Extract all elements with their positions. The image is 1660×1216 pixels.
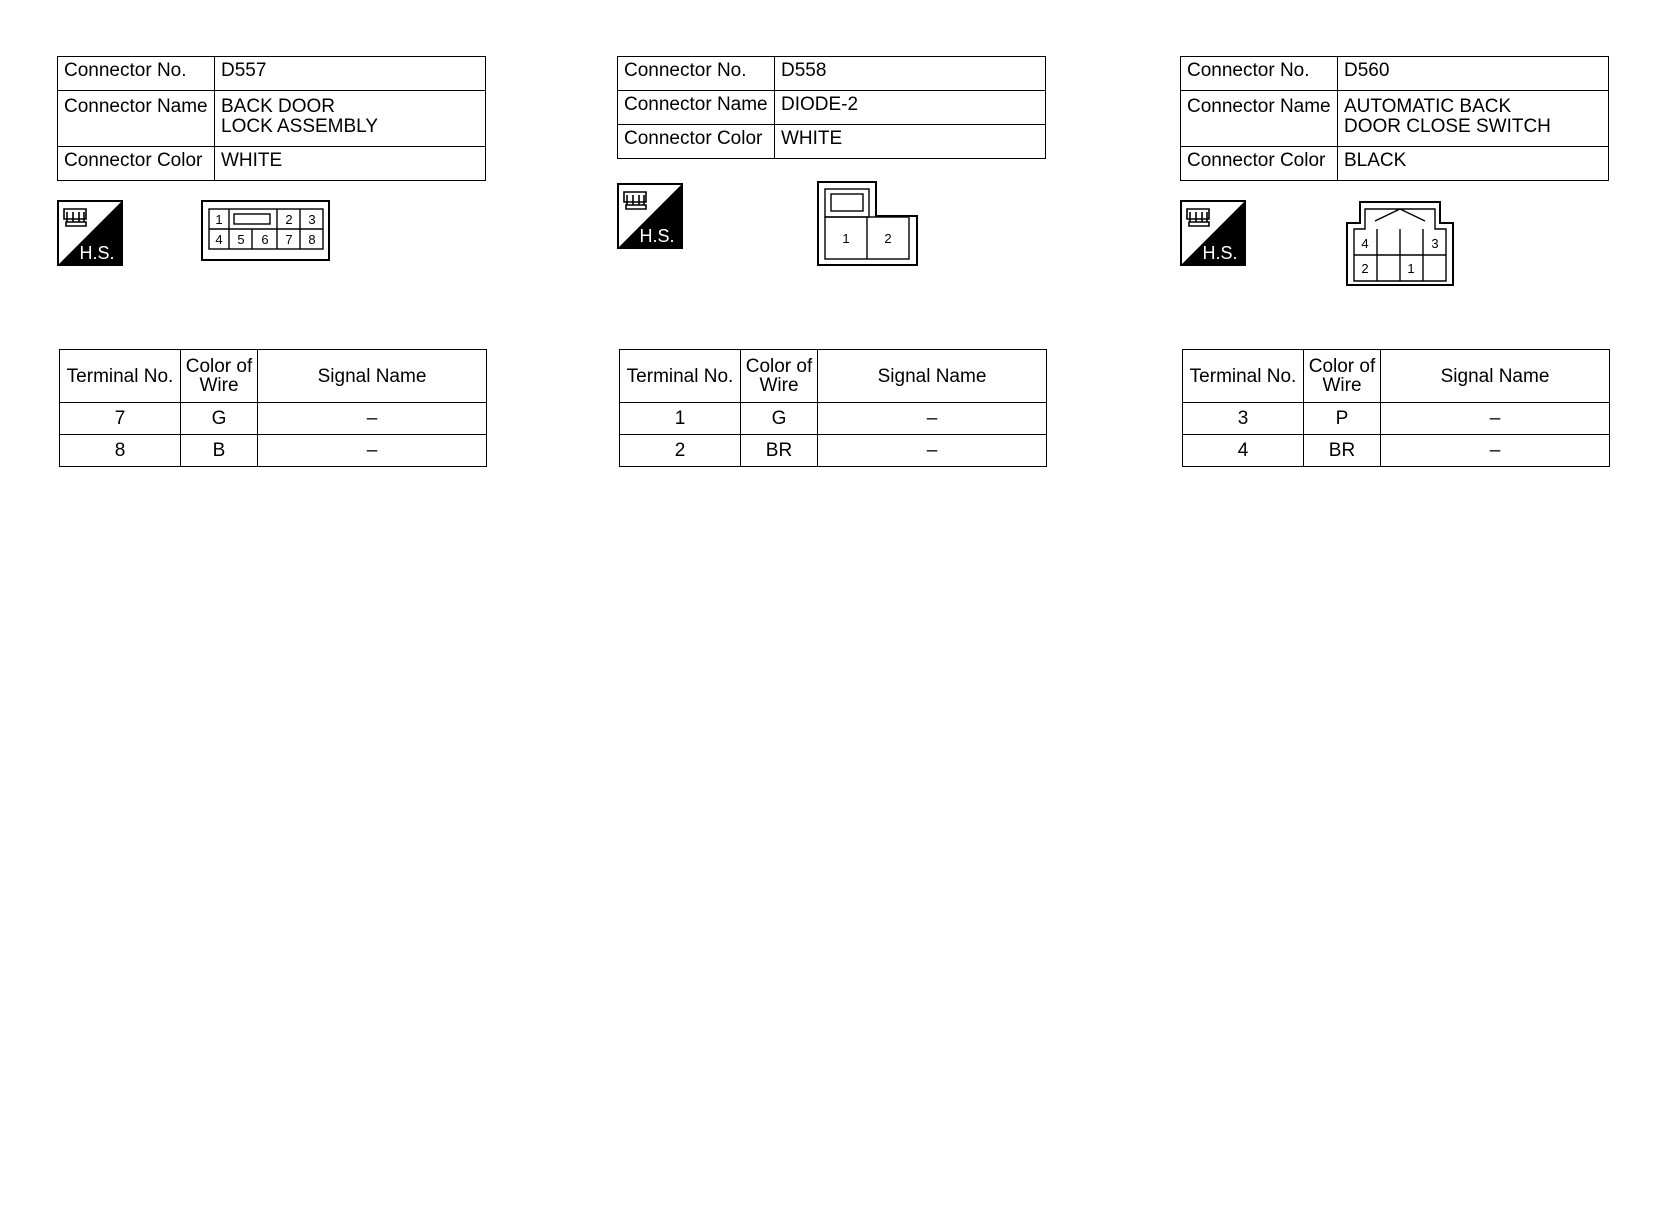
terminal-no-header: Terminal No. (1183, 350, 1304, 403)
pin-label: 1 (215, 212, 223, 227)
connector-name-label: Connector Name (618, 91, 775, 125)
terminal-no-header: Terminal No. (620, 350, 741, 403)
pin-label: 1 (842, 231, 850, 246)
terminal-table (59, 349, 487, 467)
table-row (60, 435, 487, 467)
connector-name-label: Connector Name (1181, 91, 1338, 147)
terminal-no-cell: 1 (620, 403, 741, 435)
signal-name-cell: – (1381, 403, 1610, 435)
harness-side-icon (1180, 200, 1246, 266)
connector-name-value: DIODE-2 (775, 91, 1046, 125)
table-row (620, 403, 1047, 435)
pin-label: 5 (237, 232, 245, 247)
pin-label: 3 (1431, 236, 1439, 251)
table-row (620, 435, 1047, 467)
harness-side-label: H.S. (639, 226, 675, 246)
connector-face-d560 (1346, 201, 1456, 287)
wire-color-cell: B (181, 435, 258, 467)
connector-no-value: D560 (1338, 57, 1609, 91)
terminal-no-header: Terminal No. (60, 350, 181, 403)
connector-no-label: Connector No. (58, 57, 215, 91)
harness-side-icon (617, 183, 683, 249)
connector-face-d557 (201, 200, 331, 262)
connector-info-table (57, 56, 486, 181)
terminal-no-cell: 3 (1183, 403, 1304, 435)
terminal-table (1182, 349, 1610, 467)
connector-color-label: Connector Color (1181, 147, 1338, 181)
table-row (1183, 435, 1610, 467)
connector-no-label: Connector No. (618, 57, 775, 91)
pin-label: 4 (1361, 236, 1369, 251)
signal-name-header: Signal Name (818, 350, 1047, 403)
terminal-no-cell: 2 (620, 435, 741, 467)
connector-name-value: AUTOMATIC BACK DOOR CLOSE SWITCH (1338, 91, 1609, 147)
wire-color-cell: G (741, 403, 818, 435)
connector-panel-d558 (617, 0, 1077, 480)
color-of-wire-header: Color of Wire (1304, 350, 1381, 403)
harness-side-label: H.S. (79, 243, 115, 263)
pin-label: 7 (285, 232, 293, 247)
terminal-no-cell: 8 (60, 435, 181, 467)
wire-color-cell: BR (1304, 435, 1381, 467)
connector-panel-d557 (57, 0, 517, 480)
terminal-no-cell: 7 (60, 403, 181, 435)
harness-side-icon (57, 200, 123, 266)
color-of-wire-header: Color of Wire (181, 350, 258, 403)
connector-no-value: D557 (215, 57, 486, 91)
connector-no-value: D558 (775, 57, 1046, 91)
harness-side-label: H.S. (1202, 243, 1238, 263)
connector-color-value: WHITE (775, 125, 1046, 159)
connector-face-d558 (817, 181, 919, 267)
connector-no-label: Connector No. (1181, 57, 1338, 91)
connector-name-value: BACK DOOR LOCK ASSEMBLY (215, 91, 486, 147)
pin-label: 6 (261, 232, 269, 247)
pin-label: 2 (1361, 261, 1369, 276)
pin-label: 2 (884, 231, 892, 246)
wire-color-cell: G (181, 403, 258, 435)
pin-label: 4 (215, 232, 223, 247)
connector-info-table (1180, 56, 1609, 181)
signal-name-cell: – (818, 435, 1047, 467)
connector-color-value: WHITE (215, 147, 486, 181)
connector-name-label: Connector Name (58, 91, 215, 147)
signal-name-cell: – (258, 435, 487, 467)
connector-color-label: Connector Color (58, 147, 215, 181)
wire-color-cell: P (1304, 403, 1381, 435)
connector-info-table (617, 56, 1046, 159)
signal-name-cell: – (258, 403, 487, 435)
connector-panel-d560 (1180, 0, 1640, 480)
signal-name-cell: – (1381, 435, 1610, 467)
pin-label: 1 (1407, 261, 1415, 276)
signal-name-header: Signal Name (258, 350, 487, 403)
pin-label: 3 (308, 212, 316, 227)
connector-color-label: Connector Color (618, 125, 775, 159)
pin-label: 8 (308, 232, 316, 247)
color-of-wire-header: Color of Wire (741, 350, 818, 403)
connector-color-value: BLACK (1338, 147, 1609, 181)
signal-name-header: Signal Name (1381, 350, 1610, 403)
wire-color-cell: BR (741, 435, 818, 467)
terminal-no-cell: 4 (1183, 435, 1304, 467)
pin-label: 2 (285, 212, 293, 227)
table-row (60, 403, 487, 435)
signal-name-cell: – (818, 403, 1047, 435)
table-row (1183, 403, 1610, 435)
terminal-table (619, 349, 1047, 467)
